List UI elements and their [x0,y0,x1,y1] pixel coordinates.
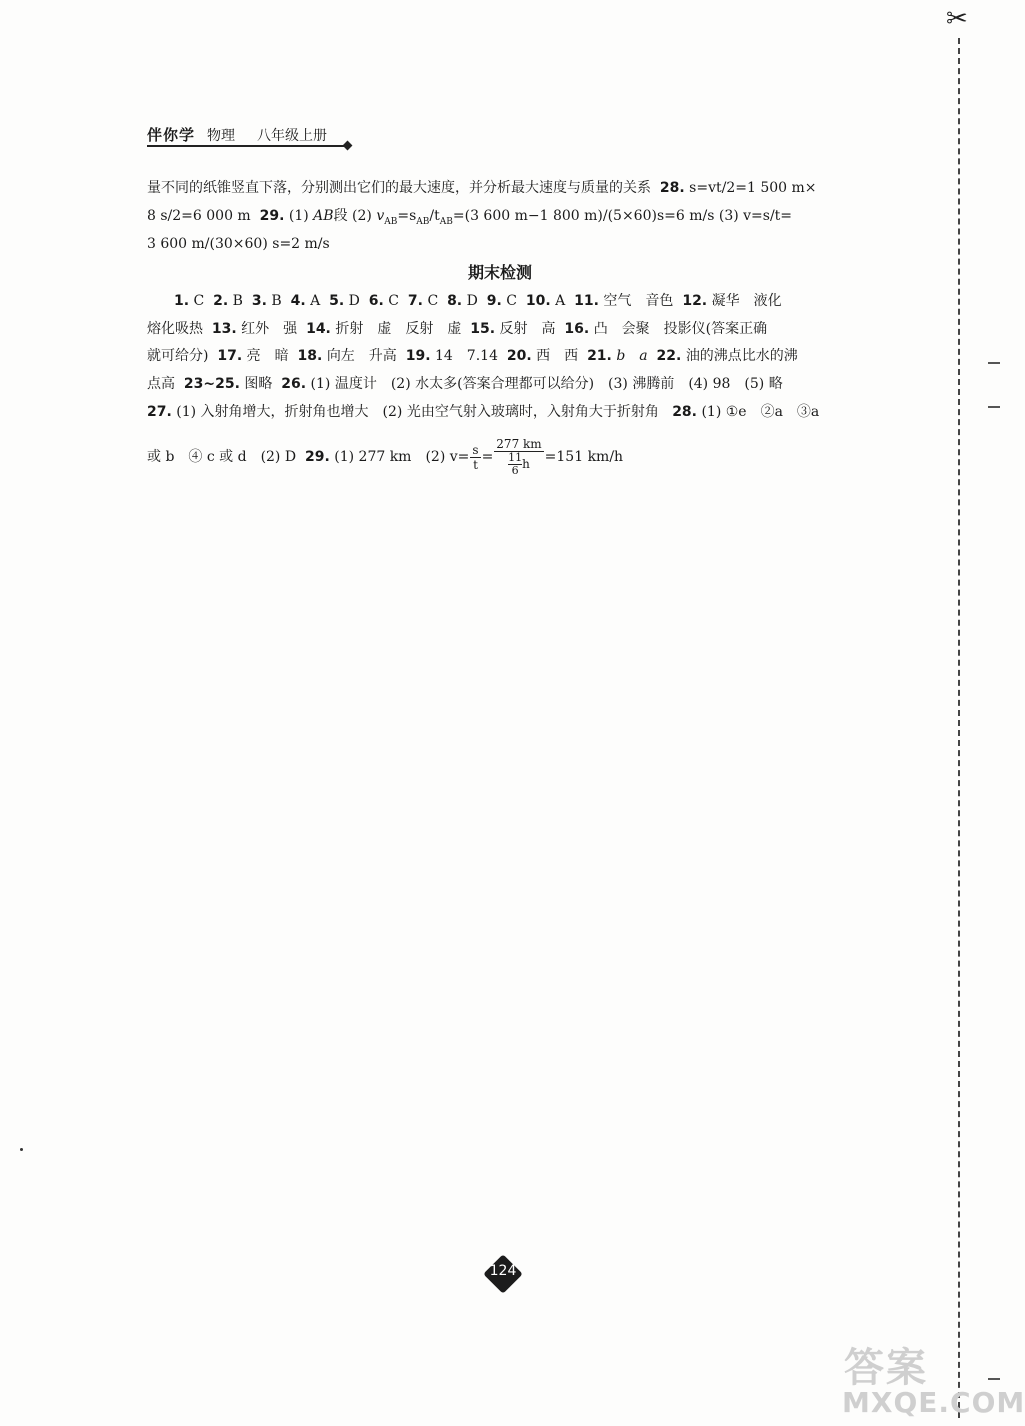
fraction: $\frac{s}{t}$ [472,442,479,472]
answer-line: 点高 23~25. 图略 26. (1) 温度计 (2) 水太多(答案合理都可以给分) (3) 沸腾前 (4) 98 (5) 略 [147,376,783,392]
page-header [147,124,357,154]
speck [20,1148,23,1151]
grade-label: 八年级上册 [257,128,327,144]
answer-line: 1. C 2. B 3. B 4. A 5. D 6. C 7. C 8. D 9. C 10. A 11. 空气 音色 12. 凝华 液化 [174,293,782,309]
watermark-url: MXQE.COM [842,1386,1025,1419]
header-rule [147,145,347,147]
answer-line: 27. (1) 入射角增大，折射角也增大 (2) 光由空气射入玻璃时，入射角大于折射角 28. (1) ①e ②a ③a [147,404,820,420]
answer-line: 熔化吸热 13. 红外 强 14. 折射 虚 反射 虚 15. 反射 高 16. 凸 会聚 投影仪(答案正确 [147,321,768,337]
answer-line: 或 b ④ c 或 d (2) D 29. (1) 277 km (2) v= $\frac{s}{t}$ = 277 km $\frac{11}{6}$ h =151 km/h [147,437,624,477]
answer-line: 3 600 m/(30×60) s=2 m/s [147,236,330,252]
page-number: 124 [489,1263,517,1279]
section-title: 期末检测 [467,263,532,282]
watermark [838,1336,1025,1422]
edge-tick [988,362,1000,364]
cut-line [958,38,960,1418]
fraction: 277 km $\frac{11}{6}$ h [496,437,542,477]
brand-logo: 伴你学 [147,126,196,144]
answer-line: 量不同的纸锥竖直下落，分别测出它们的最大速度，并分析最大速度与质量的关系 28. s=vt/2=1 500 m× [147,180,817,196]
edge-tick [988,406,1000,408]
diamond-icon [343,141,353,151]
watermark-text: 答案 [844,1345,928,1391]
answer-line: 就可给分) 17. 亮 暗 18. 向左 升高 19. 14 7.14 20. 西 西 21. b a 22. 油的沸点比水的沸 [147,348,798,364]
answer-line: 8 s/2=6 000 m 29. (1) AB段 (2) $v_{AB}=s_{AB}/t_{AB}=(3$ 600 m−1 800 m)/(5×60)s=6 m/s (3) v=s/t= [147,208,793,227]
subject-label: 物理 [207,128,235,144]
page-number-badge [484,1255,524,1295]
scissors-icon: ✂ [946,4,968,34]
